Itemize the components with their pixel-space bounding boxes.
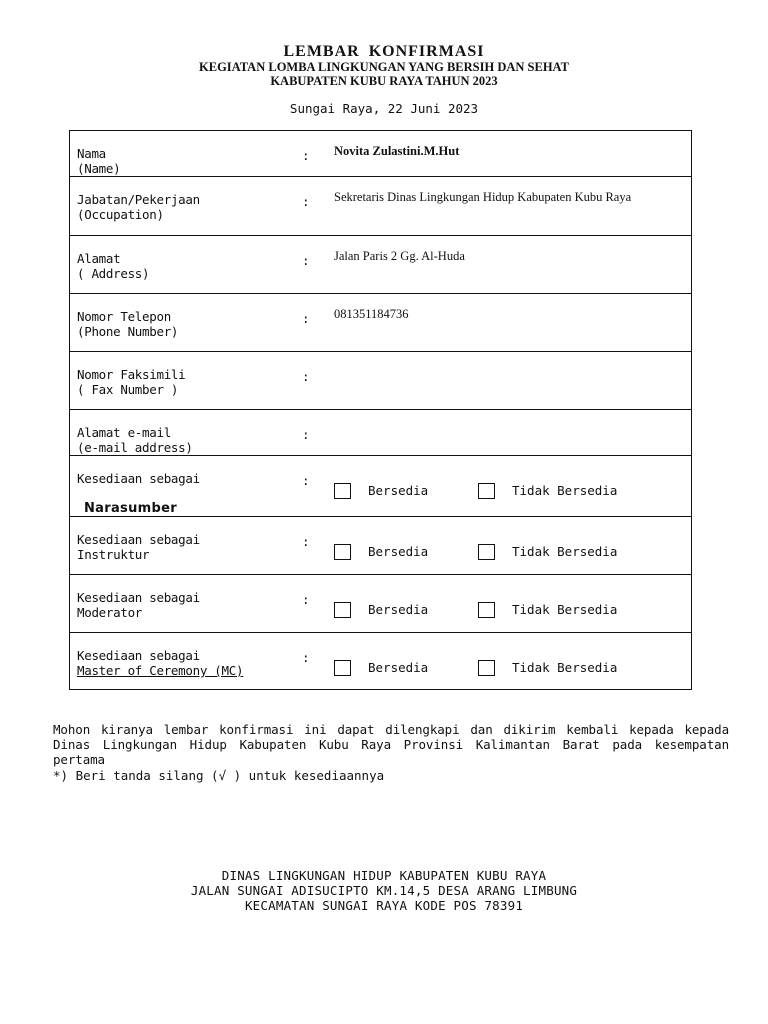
confirmation-form-table (69, 130, 692, 690)
field-colon: : (302, 456, 331, 517)
field-label-jabatan (70, 177, 303, 236)
availability-label-moderator (70, 575, 303, 633)
footer-street: JALAN SUNGAI ADISUCIPTO KM.14,5 DESA ARANG LIMBUNG (190, 883, 578, 898)
form-row-nama (70, 131, 692, 177)
place-and-date: Sungai Raya, 22 Juni 2023 (289, 101, 479, 116)
availability-choice-mc (331, 633, 692, 690)
checkbox-tidak-bersedia[interactable] (478, 483, 495, 499)
availability-row-mc (70, 633, 692, 690)
field-label-primary: Alamat e-mail (77, 425, 171, 440)
form-body (70, 131, 692, 690)
field-label-email (70, 410, 303, 456)
field-colon: : (302, 575, 331, 633)
checkbox-bersedia[interactable] (334, 483, 351, 499)
request-message (53, 722, 729, 767)
field-value-telepon[interactable]: 081351184736 (331, 294, 692, 352)
availability-checkboxes (334, 469, 683, 501)
availability-row-moderator (70, 575, 692, 633)
field-colon: : (302, 236, 331, 294)
checkbox-bersedia[interactable] (334, 602, 351, 618)
field-colon: : (302, 517, 331, 575)
checkbox-bersedia[interactable] (334, 660, 351, 676)
availability-label-mc (70, 633, 303, 690)
availability-role-narasumber: Narasumber (84, 501, 177, 516)
document-subtitle-region: KABUPATEN KUBU RAYA TAHUN 2023 (270, 74, 498, 88)
field-value-faks[interactable] (331, 352, 692, 410)
document-subtitle-event: KEGIATAN LOMBA LINGKUNGAN YANG BERSIH DAN SEHAT (199, 60, 569, 74)
document-title: LEMBAR KONFIRMASI (283, 43, 485, 60)
availability-checkboxes (334, 588, 683, 620)
form-row-faks (70, 352, 692, 410)
availability-label-prefix: Kesediaan sebagai (77, 648, 200, 663)
availability-label-prefix: Kesediaan sebagai (77, 532, 200, 547)
document-header (0, 43, 768, 116)
footer-district: KECAMATAN SUNGAI RAYA KODE POS 78391 (244, 898, 524, 913)
checkmark-note: *) Beri tanda silang (√ ) untuk kesediaannya (53, 768, 385, 783)
availability-label-instruktur (70, 517, 303, 575)
field-value-alamat[interactable]: Jalan Paris 2 Gg. Al-Huda (331, 236, 692, 294)
option-tidak-bersedia-label: Tidak Bersedia (512, 544, 618, 559)
availability-role-instruktur: Instruktur (77, 547, 150, 562)
availability-role-moderator: Moderator (77, 605, 143, 620)
field-label-primary: Nomor Telepon (77, 309, 171, 324)
option-tidak-bersedia-label: Tidak Bersedia (512, 660, 618, 675)
availability-checkboxes (334, 530, 683, 562)
checkbox-tidak-bersedia[interactable] (478, 602, 495, 618)
field-label-english: (Occupation) (77, 207, 164, 222)
field-label-primary: Nomor Faksimili (77, 367, 186, 382)
checkbox-bersedia[interactable] (334, 544, 351, 560)
field-colon: : (302, 410, 331, 456)
option-bersedia-label: Bersedia (368, 660, 429, 675)
field-label-english: (e-mail address) (77, 440, 193, 455)
field-label-nama (70, 131, 303, 177)
availability-choice-moderator (331, 575, 692, 633)
field-colon: : (302, 294, 331, 352)
form-row-telepon (70, 294, 692, 352)
field-colon: : (302, 131, 331, 177)
field-label-alamat (70, 236, 303, 294)
field-label-telepon (70, 294, 303, 352)
option-bersedia-label: Bersedia (368, 483, 429, 498)
field-label-english: ( Fax Number ) (77, 382, 179, 397)
field-value-nama[interactable]: Novita Zulastini.M.Hut (331, 131, 692, 177)
option-bersedia-label: Bersedia (368, 602, 429, 617)
request-message-text: Mohon kiranya lembar konfirmasi ini dapat dilengkapi dan dikirim kembali kepada kepada Dinas Lingkungan Hidup Kabupaten Kubu Raya Provinsi Kalimantan Barat pada kesempatan pertama (53, 722, 729, 767)
field-label-english: ( Address) (77, 266, 150, 281)
availability-label-narasumber (70, 456, 303, 517)
availability-label-prefix: Kesediaan sebagai (77, 590, 200, 605)
office-address-footer (0, 868, 768, 913)
availability-role-mc: Master of Ceremony (MC) (77, 663, 244, 678)
option-tidak-bersedia-label: Tidak Bersedia (512, 483, 618, 498)
availability-label-prefix: Kesediaan sebagai (77, 471, 200, 486)
availability-choice-narasumber (331, 456, 692, 517)
field-colon: : (302, 633, 331, 690)
availability-row-narasumber (70, 456, 692, 517)
field-label-primary: Jabatan/Pekerjaan (77, 192, 200, 207)
availability-choice-instruktur (331, 517, 692, 575)
field-label-faks (70, 352, 303, 410)
checkbox-tidak-bersedia[interactable] (478, 544, 495, 560)
form-row-jabatan (70, 177, 692, 236)
footer-agency: DINAS LINGKUNGAN HIDUP KABUPATEN KUBU RAYA (221, 868, 547, 883)
field-value-email[interactable] (331, 410, 692, 456)
option-bersedia-label: Bersedia (368, 544, 429, 559)
field-label-english: (Name) (77, 161, 121, 176)
checkbox-tidak-bersedia[interactable] (478, 660, 495, 676)
form-row-email (70, 410, 692, 456)
field-label-primary: Alamat (77, 251, 121, 266)
field-colon: : (302, 352, 331, 410)
field-value-jabatan[interactable]: Sekretaris Dinas Lingkungan Hidup Kabupaten Kubu Raya (331, 177, 692, 236)
form-row-alamat (70, 236, 692, 294)
field-label-english: (Phone Number) (77, 324, 179, 339)
option-tidak-bersedia-label: Tidak Bersedia (512, 602, 618, 617)
availability-checkboxes (334, 646, 683, 678)
availability-row-instruktur (70, 517, 692, 575)
field-label-primary: Nama (77, 146, 106, 161)
field-colon: : (302, 177, 331, 236)
